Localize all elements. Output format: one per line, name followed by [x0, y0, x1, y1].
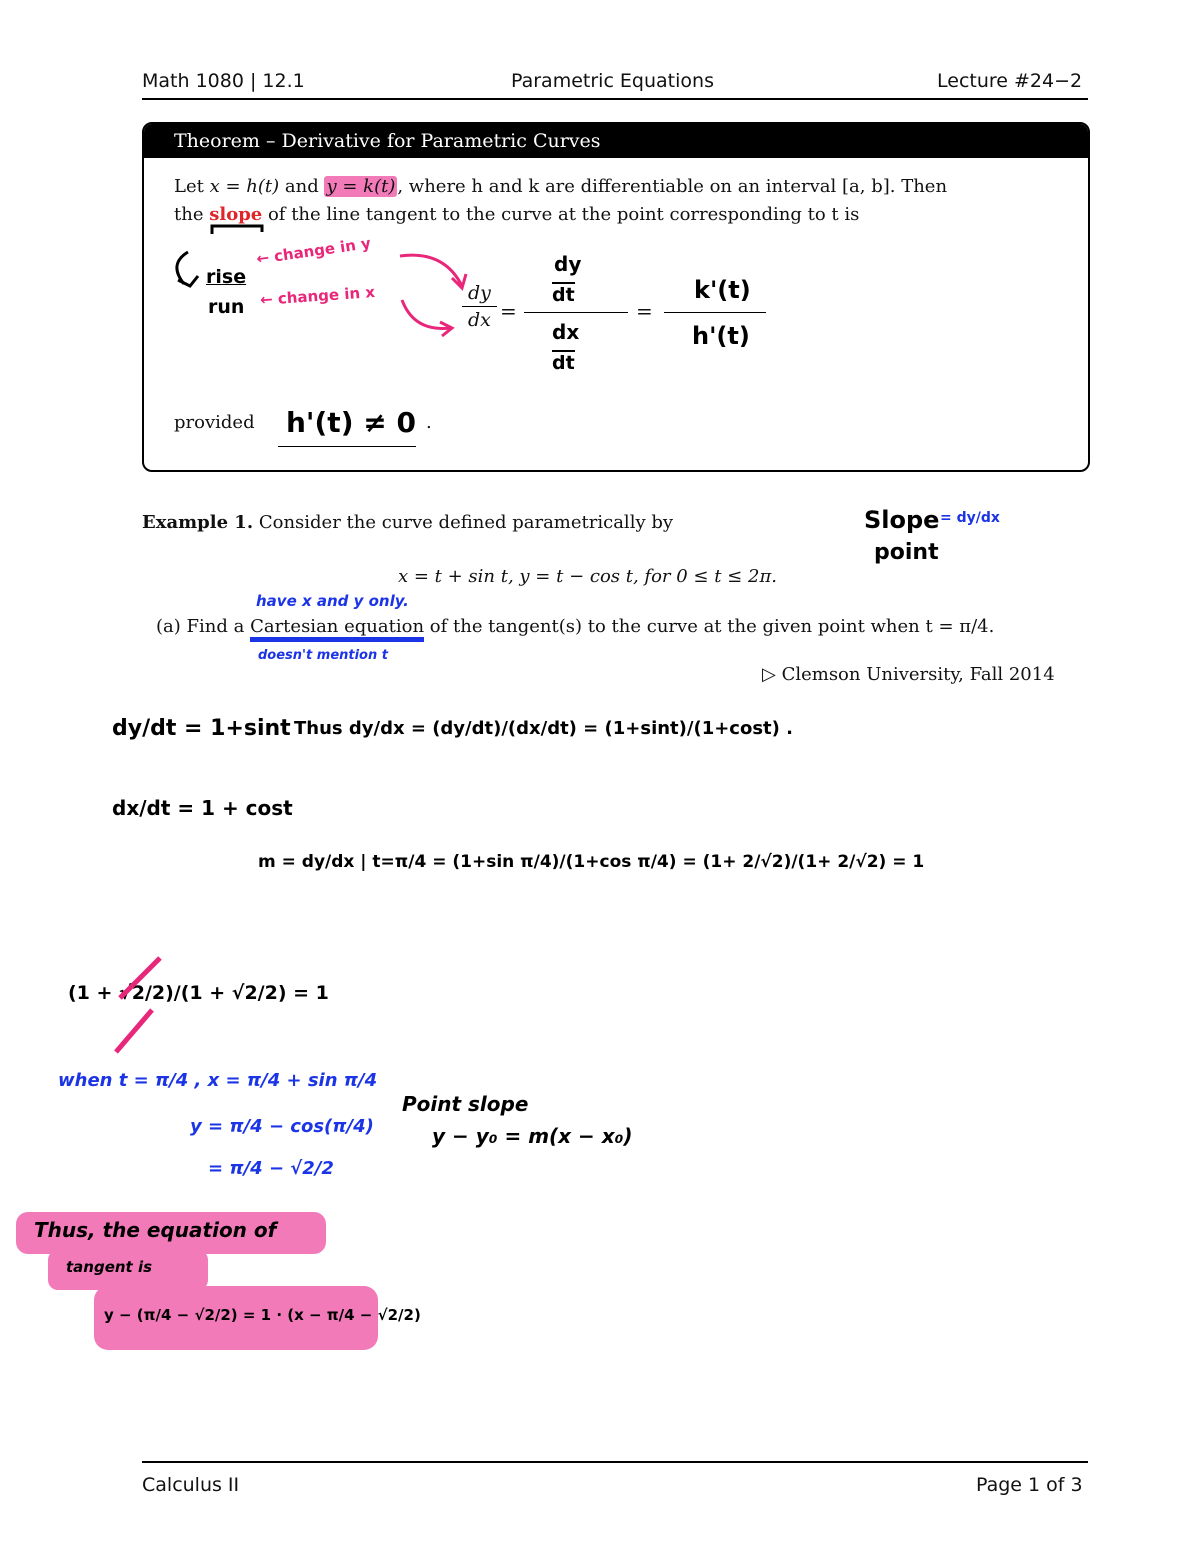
pink-strike: [108, 950, 168, 1060]
slope-eq-note: = dy/dx: [940, 510, 1000, 526]
theorem-box: [142, 122, 1090, 472]
rise-label: rise: [206, 266, 247, 288]
ink-dx: dx: [552, 320, 580, 344]
change-in-y-note: ← change in y: [255, 234, 372, 268]
part-a-pre: Find a: [186, 616, 245, 637]
run-label: run: [208, 296, 245, 318]
point-slope-eq: y − y₀ = m(x − x₀): [432, 1124, 633, 1148]
part-a: [156, 616, 994, 637]
example-intro: Consider the curve defined parametrically by: [258, 512, 674, 533]
when-t-line: when t = π/4 , x = π/4 + sin π/4: [58, 1070, 378, 1091]
header-center: Parametric Equations: [511, 70, 714, 92]
dy-dx-fraction: [462, 282, 497, 331]
point-note: point: [874, 540, 939, 565]
line2-pre: the: [174, 204, 204, 225]
simplify-work: (1 + √2/2)/(1 + √2/2) = 1: [68, 982, 329, 1004]
let-word: Let: [174, 176, 204, 197]
provided-condition: h'(t) ≠ 0: [286, 406, 416, 439]
y-value-line: y = π/4 − cos(π/4): [190, 1116, 374, 1137]
line2-post: of the line tangent to the curve at the point corresponding to t is: [267, 204, 860, 225]
blue-note-above: have x and y only.: [256, 592, 409, 610]
example-equation: x = t + sin t, y = t − cos t, for 0 ≤ t ≤ 2π.: [398, 566, 777, 587]
equals-2: =: [636, 299, 653, 323]
footer-rule: [142, 1461, 1088, 1463]
example-label: Example 1.: [142, 512, 254, 533]
dy-dt-work: dy/dt = 1+sint: [112, 716, 291, 741]
point-slope-title: Point slope: [402, 1092, 529, 1116]
provided-period: .: [426, 412, 432, 433]
line1-rest: , where h and k are differentiable on an interval [a, b]. Then: [397, 176, 948, 197]
equals-1: =: [500, 299, 517, 323]
header-right: Lecture #24−2: [937, 70, 1083, 92]
dx-dt-work: dx/dt = 1 + cost: [112, 796, 293, 820]
y-definition-highlight: y = k(t): [326, 176, 396, 197]
bar-1: [524, 312, 628, 313]
slope-note: Slope: [864, 506, 940, 534]
conclusion-line-2: tangent is: [66, 1258, 153, 1276]
blue-note-below: doesn't mention t: [258, 648, 388, 663]
ink-dy: dy: [554, 252, 582, 276]
footer-right: Page 1 of 3: [976, 1474, 1083, 1496]
example-heading: [142, 512, 673, 533]
theorem-title: Theorem – Derivative for Parametric Curves: [144, 124, 1088, 158]
and-word: and: [284, 176, 319, 197]
change-in-x-note: ← change in x: [259, 283, 376, 309]
k-prime: k'(t): [694, 276, 751, 304]
conclusion-line-1: Thus, the equation of: [34, 1218, 277, 1242]
dy-symbol: dy: [468, 282, 491, 304]
thus-derivative: Thus dy/dx = (dy/dt)/(dx/dt) = (1+sint)/(1+cost) .: [294, 718, 793, 739]
tangent-equation: y − (π/4 − √2/2) = 1 · (x − π/4 − √2/2): [104, 1306, 421, 1324]
part-a-label: (a): [156, 616, 181, 637]
provided-word: provided: [174, 412, 255, 433]
ink-dt-top: dt: [552, 284, 575, 306]
footer-left: Calculus II: [142, 1474, 240, 1496]
header-left: Math 1080 | 12.1: [142, 70, 305, 92]
x-definition: x = h(t): [209, 176, 280, 197]
source-line: ▷ Clemson University, Fall 2014: [762, 664, 1055, 685]
dx-symbol: dx: [462, 306, 497, 331]
slope-at-point: m = dy/dx | t=π/4 = (1+sin π/4)/(1+cos π/4) = (1+ 2/√2)/(1+ 2/√2) = 1: [258, 852, 925, 872]
part-a-post: of the tangent(s) to the curve at the given point when t = π/4.: [429, 616, 995, 637]
y-value-line-2: = π/4 − √2/2: [208, 1158, 334, 1179]
bar-2: [664, 312, 766, 313]
provided-blank: [278, 446, 416, 447]
h-prime: h'(t): [692, 322, 750, 350]
header-rule: [142, 98, 1088, 100]
slope-word: slope: [209, 204, 263, 225]
ink-dt-bottom: dt: [552, 352, 575, 374]
cartesian-highlight: Cartesian equation: [250, 616, 424, 642]
